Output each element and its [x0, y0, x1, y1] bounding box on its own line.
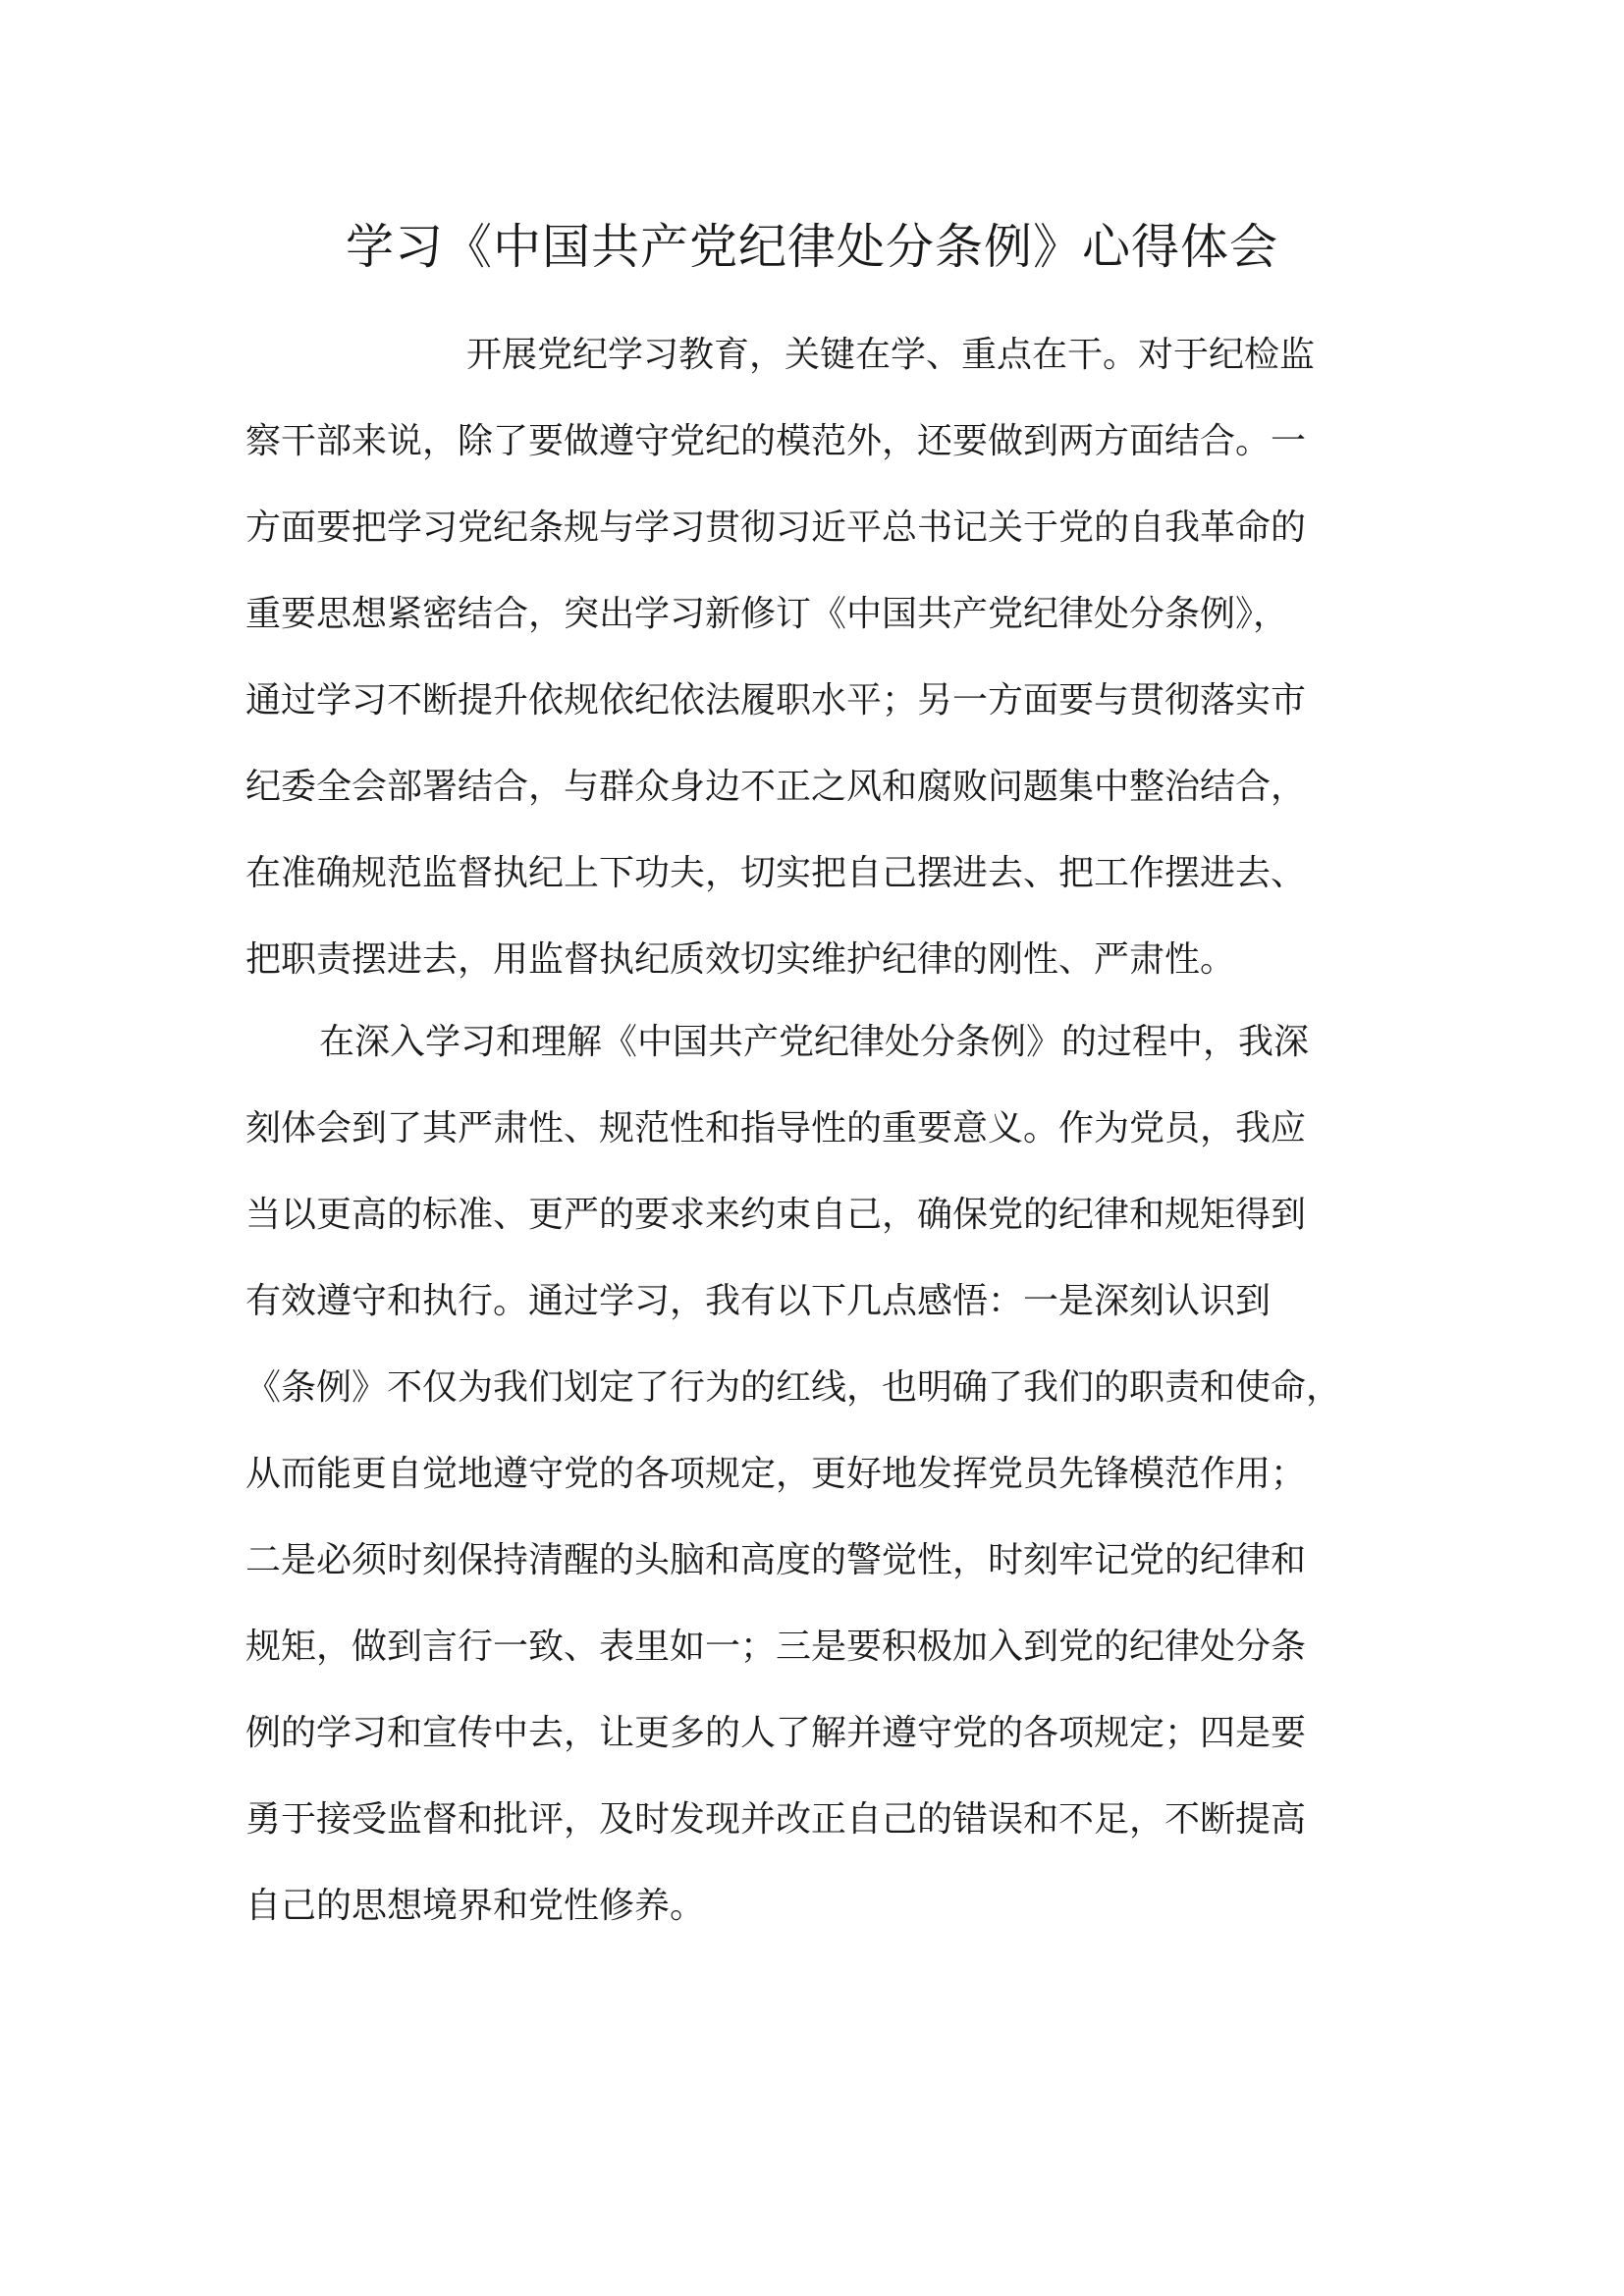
paragraph-line: 二是必须时刻保持清醒的头脑和高度的警觉性，时刻牢记党的纪律和	[245, 1540, 1307, 1580]
paragraph-line: 在准确规范监督执纪上下功夫，切实把自己摆进去、把工作摆进去、	[245, 853, 1307, 893]
paragraph-line: 开展党纪学习教育，关键在学、重点在干。对于纪检监	[466, 335, 1316, 375]
paragraph-line: 有效遵守和执行。通过学习，我有以下几点感悟：一是深刻认识到	[245, 1281, 1272, 1321]
paragraph-line: 刻体会到了其严肃性、规范性和指导性的重要意义。作为党员，我应	[245, 1108, 1307, 1148]
paragraph-2	[245, 999, 1443, 1949]
paragraph-line: 勇于接受监督和批评，及时发现并改正自己的错误和不足，不断提高	[245, 1799, 1307, 1840]
paragraph-line: 察干部来说，除了要做遵守党纪的模范外，还要做到两方面结合。一	[245, 421, 1307, 461]
paragraph-line: 从而能更自觉地遵守党的各项规定，更好地发挥党员先锋模范作用；	[245, 1454, 1307, 1494]
paragraph-line: 在深入学习和理解《中国共产党纪律处分条例》的过程中，我深	[319, 1022, 1310, 1062]
paragraph-line: 通过学习不断提升依规依纪依法履职水平；另一方面要与贯彻落实市	[245, 680, 1307, 721]
paragraph-line: 把职责摆进去，用监督执纪质效切实维护纪律的刚性、严肃性。	[245, 939, 1236, 980]
paragraph-line: 重要思想紧密结合，突出学习新修订《中国共产党纪律处分条例》，	[245, 594, 1289, 634]
paragraph-line: 规矩，做到言行一致、表里如一；三是要积极加入到党的纪律处分条	[245, 1627, 1307, 1667]
paragraph-line: 《条例》不仅为我们划定了行为的红线，也明确了我们的职责和使命，	[245, 1367, 1342, 1408]
paragraph-line: 例的学习和宣传中去，让更多的人了解并遵守党的各项规定；四是要	[245, 1713, 1307, 1753]
paragraph-1	[245, 312, 1443, 1003]
document-title: 学习《中国共产党纪律处分条例》心得体会	[345, 219, 1278, 275]
paragraph-line: 当以更高的标准、更严的要求来约束自己，确保党的纪律和规矩得到	[245, 1195, 1307, 1235]
paragraph-line: 自己的思想境界和党性修养。	[245, 1886, 706, 1926]
paragraph-line: 纪委全会部署结合，与群众身边不正之风和腐败问题集中整治结合，	[245, 767, 1307, 807]
paragraph-line: 方面要把学习党纪条规与学习贯彻习近平总书记关于党的自我革命的	[245, 507, 1307, 548]
